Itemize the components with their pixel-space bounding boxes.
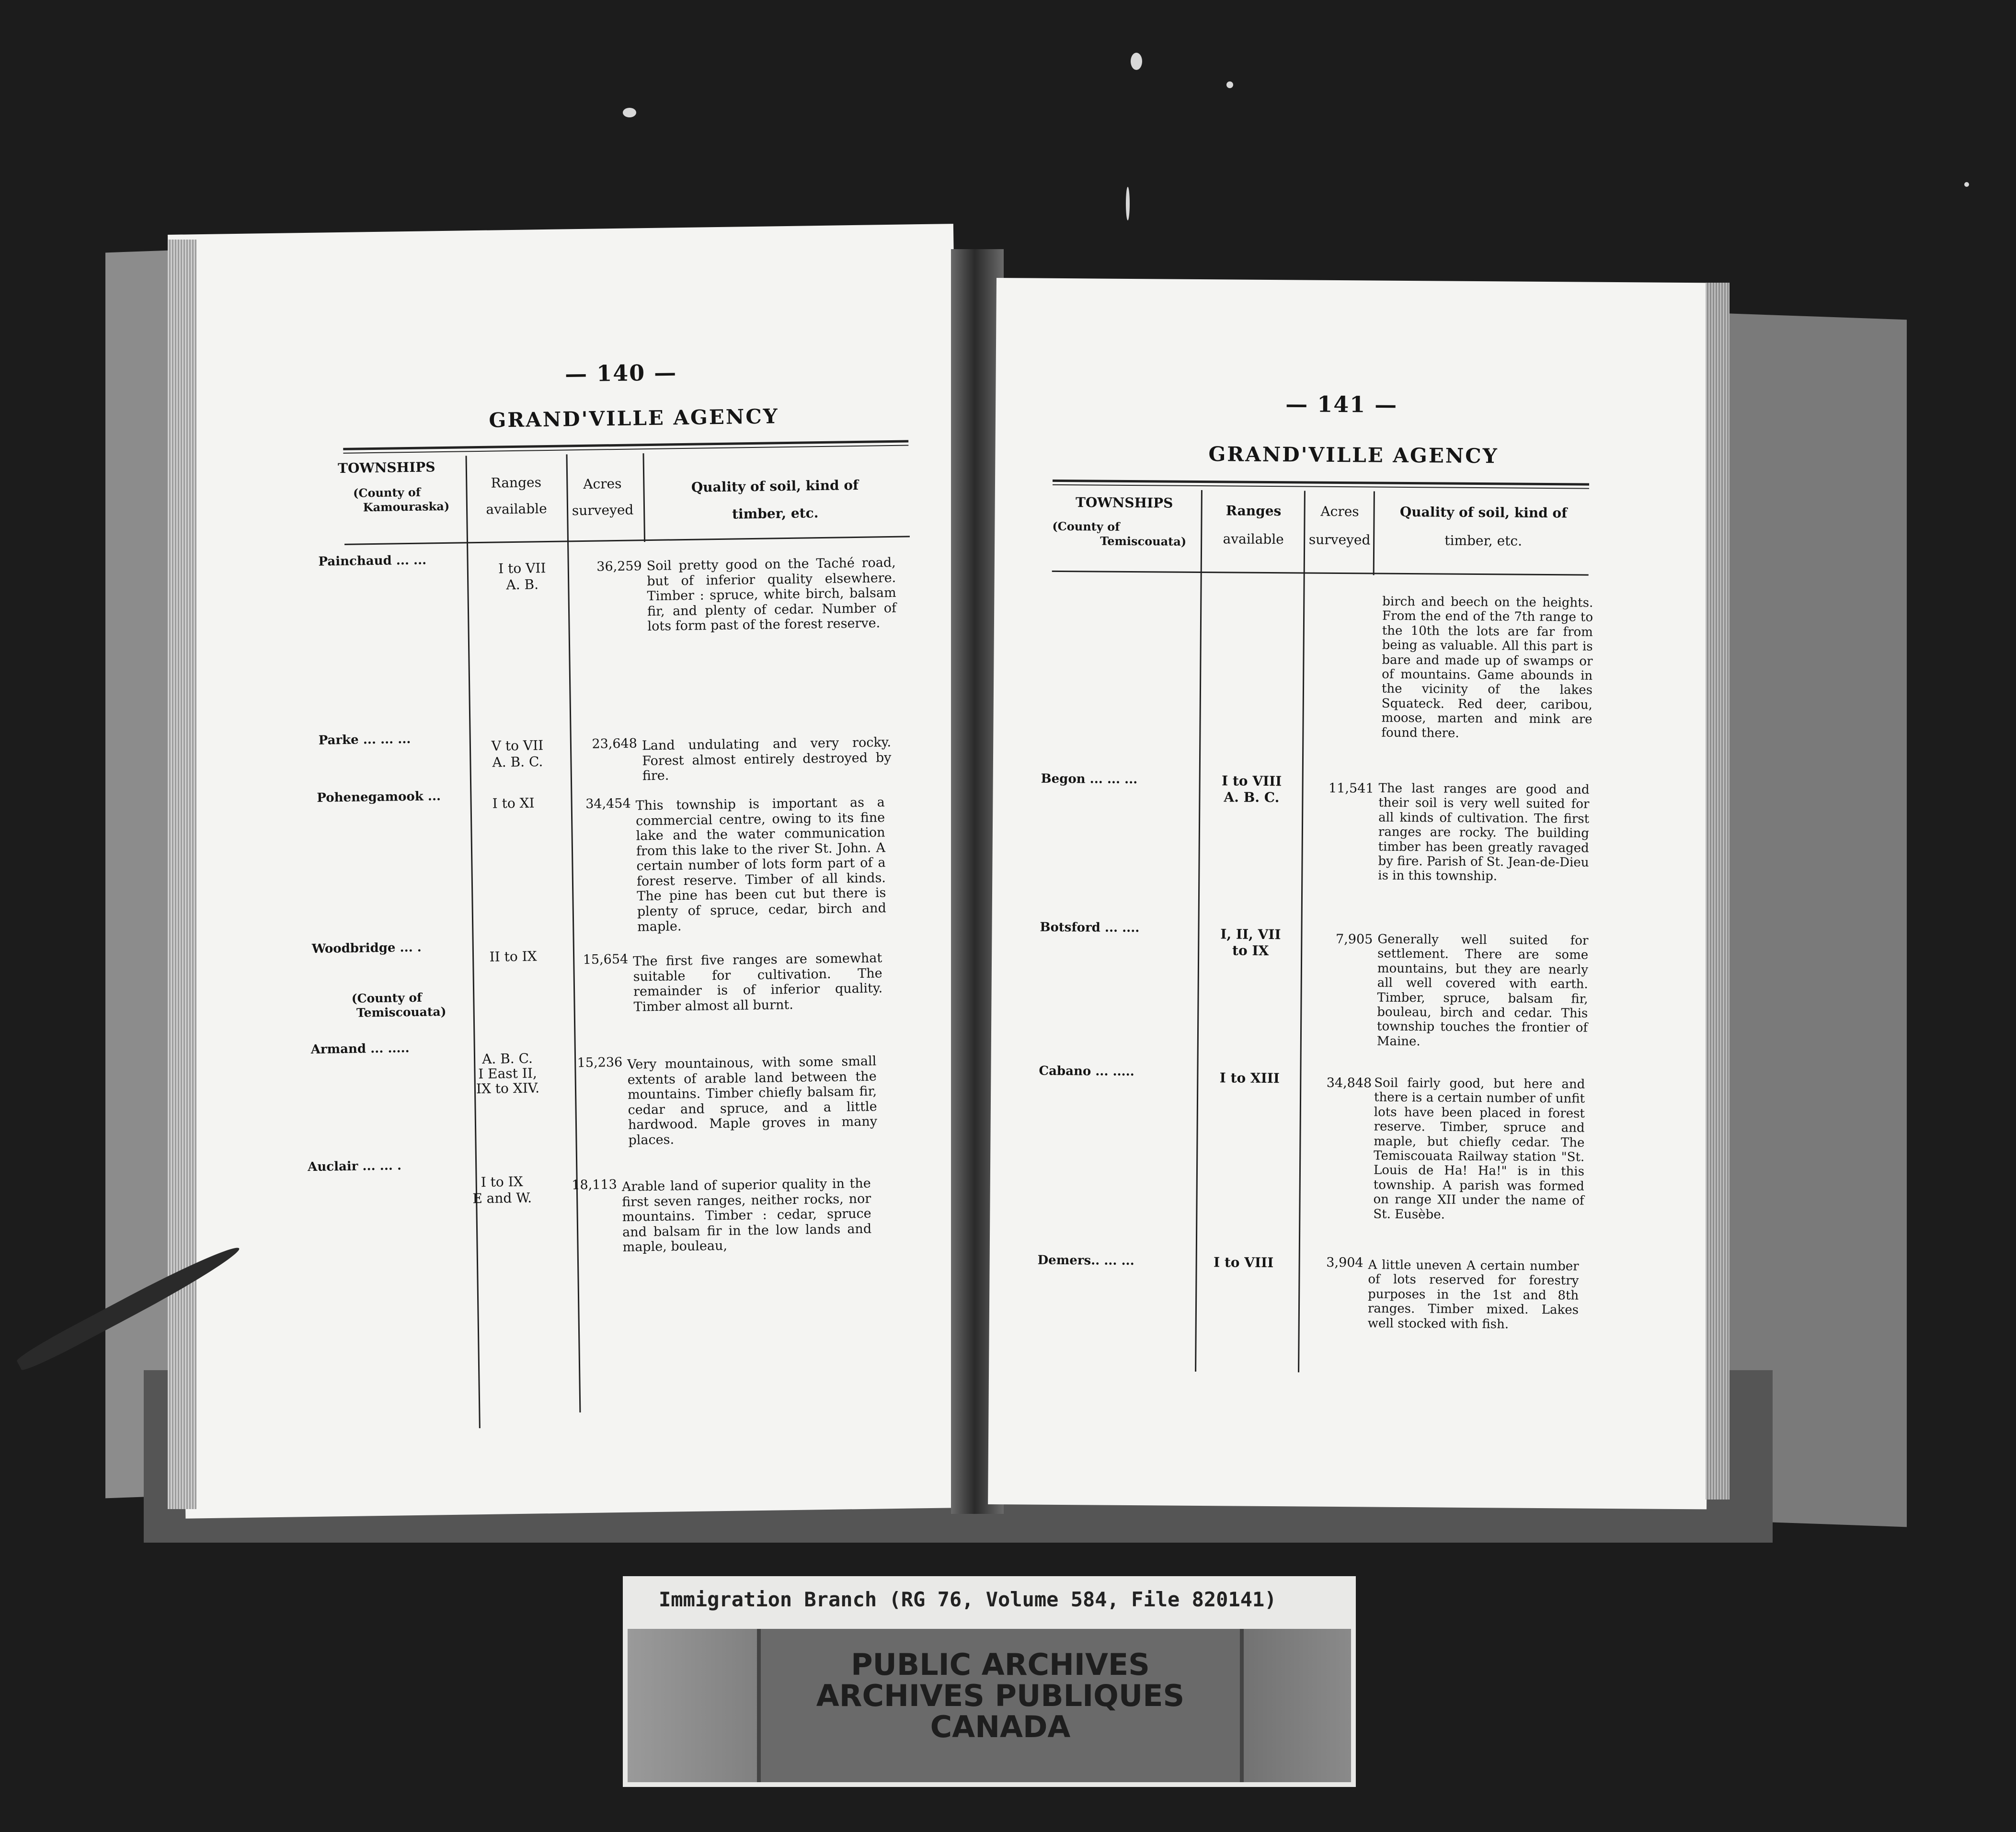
- township-acres: 3,904: [1326, 1255, 1363, 1271]
- township-acres: 34,454: [585, 796, 631, 812]
- column-divider: [1373, 492, 1375, 575]
- township-description: This township is important as a commercial centre, owing to its fine lake and the water communication from this lake to the river St. John. A certain number of lots form part of a forest reserve. Timber of all kinds. The pine has been cut but there is plenty of spruce, cedar, birch and maple.: [635, 795, 886, 935]
- header-quality: Quality of soil, kind of timber, etc.: [691, 477, 859, 522]
- archive-stamp-strip: [628, 1629, 1351, 1782]
- township-name: Cabano ... .....: [1039, 1064, 1134, 1079]
- header-townships: TOWNSHIPS (County of Kamouraska): [337, 459, 450, 515]
- township-name: Painchaud ... ...: [318, 553, 427, 569]
- township-ranges: I to VII A. B.: [498, 560, 546, 593]
- township-name: Botsford ... ....: [1040, 920, 1140, 936]
- township-name: Parke ... ... ...: [318, 732, 411, 748]
- township-description: Soil fairly good, but here and there is a certain number of unfit lots have been placed in forest reserve. Timber, spruce and maple, but chiefly cedar. The Temiscouata Railway station "St. Louis de Ha! Ha!" is in this township. A parish was formed on range XII under the name of St. Eusèbe.: [1373, 1076, 1585, 1222]
- township-ranges: I to IX E and W.: [472, 1173, 532, 1206]
- stamp-line: CANADA: [930, 1709, 1071, 1744]
- column-divider: [566, 454, 581, 1412]
- township-acres: 34,848: [1326, 1075, 1372, 1091]
- column-divider: [642, 453, 645, 542]
- township-description: Soil pretty good on the Taché road, but of inferior quality elsewhere. Timber : spruce, white birch, balsam fir, and plenty of cedar. Number of lots form past of the forest reserve.: [646, 555, 897, 634]
- township-ranges: A. B. C. I East II, IX to XIV.: [476, 1050, 540, 1097]
- dust-speck: [1126, 187, 1130, 220]
- dust-speck: [1226, 81, 1233, 88]
- township-ranges: I to XIII: [1219, 1070, 1280, 1087]
- township-name: Auclair ... ... .: [307, 1158, 402, 1175]
- stamp-line: ARCHIVES PUBLIQUES: [816, 1678, 1185, 1713]
- header-acres: Acres surveyed: [1308, 503, 1371, 548]
- township-acres: 15,654: [583, 951, 629, 968]
- agency-title: GRAND'VILLE AGENCY: [489, 404, 779, 432]
- township-acres: 15,236: [577, 1054, 623, 1071]
- page-stack-edge-right: [1706, 283, 1730, 1500]
- header-ranges: Ranges available: [486, 474, 547, 517]
- header-rule-bottom: [1052, 571, 1589, 576]
- township-ranges: I to VIII A. B. C.: [1221, 773, 1282, 805]
- header-ranges: Ranges available: [1223, 503, 1284, 548]
- dust-speck: [1131, 53, 1142, 70]
- township-acres: 7,905: [1335, 931, 1373, 947]
- township-acres: 23,648: [592, 736, 638, 752]
- township-description: The last ranges are good and their soil is very well suited for all kinds of cultivation. The first ranges are rocky. The building timber has been greatly ravaged by fire. Parish of St. Jean-de-Dieu is in this township.: [1378, 781, 1590, 884]
- header-rule-bottom: [344, 536, 910, 545]
- township-ranges: I to VIII: [1213, 1254, 1274, 1271]
- township-description: Land undulating and very rocky. Forest almost entirely destroyed by fire.: [641, 735, 892, 784]
- continued-description: birch and beech on the heights. From the end of the 7th range to the 10th the lots are far from being as valuable. All this part is bare and made up of swamps or of mountains. Game abounds in the vicinity of the lakes Squateck. Red deer, caribou, moose, marten and mink are found there.: [1381, 594, 1593, 741]
- township-description: Generally well suited for settlement. There are some mountains, but they are nearly all well covered with earth. Timber, spruce, balsam fir, bouleau, birch and cedar. This township touches the frontier of Maine.: [1376, 932, 1589, 1049]
- header-townships: TOWNSHIPS (County of Temiscouata): [1052, 494, 1187, 549]
- dust-speck: [623, 108, 636, 117]
- township-ranges: I to XI: [492, 795, 535, 812]
- page-number: — 141 —: [1285, 391, 1398, 418]
- archive-stamp: [757, 1629, 1244, 1782]
- township-acres: 36,259: [596, 559, 642, 574]
- township-description: A little uneven A certain number of lots reserved for forestry purposes in the 1st and 8th ranges. Timber mixed. Lakes well stocked with fish.: [1367, 1258, 1579, 1332]
- township-ranges: I, II, VII to IX: [1220, 926, 1281, 959]
- township-name: Armand ... .....: [310, 1041, 410, 1057]
- column-divider: [466, 456, 481, 1428]
- column-divider: [1195, 490, 1203, 1372]
- township-description: Very mountainous, with some small extents of arable land between the mountains. Timber chiefly balsam fir, cedar and spruce, and a little hardwood. Maple groves in many places.: [627, 1053, 878, 1148]
- township-ranges: II to IX: [489, 948, 537, 965]
- page-stack-edge-left: [168, 240, 196, 1509]
- stamp-line: PUBLIC ARCHIVES: [851, 1647, 1150, 1682]
- township-name: Woodbridge ... .: [311, 940, 422, 956]
- header-acres: Acres surveyed: [572, 475, 634, 519]
- header-quality: Quality of soil, kind of timber, etc.: [1399, 504, 1568, 549]
- archive-label: [623, 1576, 1356, 1787]
- township-description: The first five ranges are somewhat suitable for cultivation. The remainder is of inferior quality. Timber almost all burnt.: [633, 950, 883, 1015]
- township-acres: 18,113: [572, 1177, 617, 1193]
- book-shadow-right: [1706, 313, 1907, 1527]
- township-description: Arable land of superior quality in the first seven ranges, neither rocks, nor mountains. Timber : cedar, spruce and balsam fir in the low lands and maple, bouleau,: [621, 1176, 872, 1255]
- agency-title: GRAND'VILLE AGENCY: [1208, 442, 1499, 468]
- township-ranges: V to VII A. B. C.: [491, 737, 544, 770]
- dust-speck: [1964, 182, 1969, 187]
- township-name: Begon ... ... ...: [1041, 771, 1138, 787]
- township-name: Demers.. ... ...: [1037, 1253, 1134, 1269]
- page-number: — 140 —: [564, 359, 677, 387]
- right-page: [988, 278, 1715, 1509]
- archive-reference: Immigration Branch (RG 76, Volume 584, File 820141): [659, 1588, 1277, 1611]
- township-acres: 11,541: [1328, 780, 1374, 796]
- left-page: [168, 224, 971, 1519]
- sub-county-heading: (County of Temiscouata): [351, 990, 447, 1020]
- township-name: Pohenegamook ...: [317, 789, 441, 805]
